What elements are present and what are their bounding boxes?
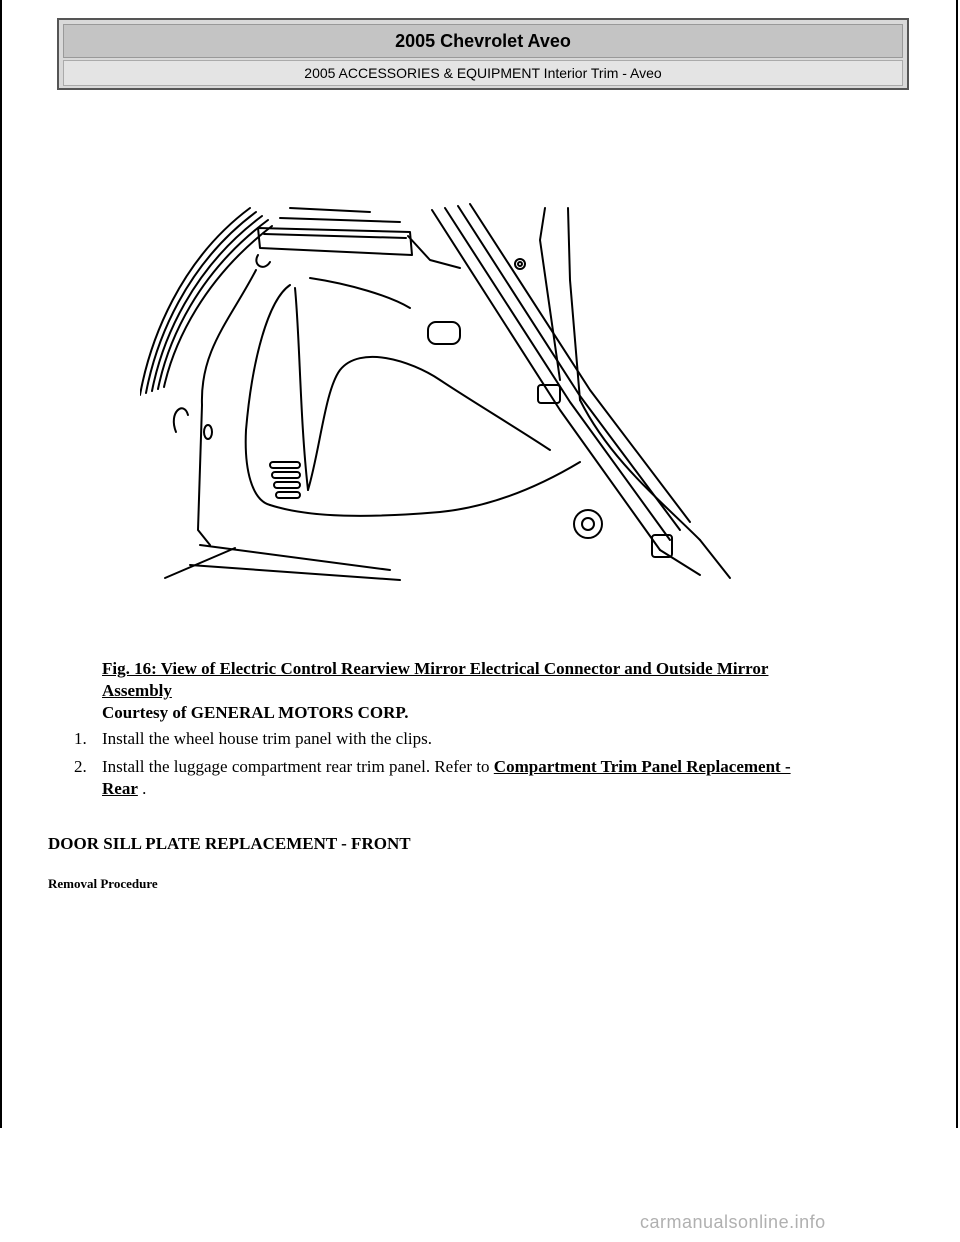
header-title: 2005 Chevrolet Aveo — [63, 24, 903, 58]
list-item — [74, 756, 894, 800]
step-number: 1. — [74, 729, 87, 748]
figure-caption — [102, 658, 862, 724]
figure-caption-title-line2[interactable]: Assembly — [102, 681, 172, 700]
step-number: 2. — [74, 757, 87, 776]
wheel-house-trim-drawing — [140, 200, 740, 585]
figure-credit: Courtesy of GENERAL MOTORS CORP. — [102, 703, 409, 722]
document-header — [57, 18, 909, 90]
figure-illustration — [140, 200, 740, 585]
section-heading: DOOR SILL PLATE REPLACEMENT - FRONT — [48, 834, 411, 853]
compartment-trim-panel-link-continued[interactable]: Rear — [102, 779, 138, 798]
step-text-tail: . — [137, 779, 147, 798]
sub-heading: Removal Procedure — [48, 876, 158, 891]
list-item — [74, 728, 894, 750]
step-text-container — [102, 756, 791, 800]
compartment-trim-panel-link[interactable]: Compartment Trim Panel Replacement - — [493, 757, 791, 776]
install-steps-list — [74, 728, 894, 806]
header-subtitle: 2005 ACCESSORIES & EQUIPMENT Interior Trim - Aveo — [63, 60, 903, 86]
figure-caption-title-line1[interactable]: Fig. 16: View of Electric Control Rearview Mirror Electrical Connector and Outside Mirror — [102, 659, 769, 678]
step-text: Install the wheel house trim panel with the clips. — [102, 729, 433, 748]
step-text: Install the luggage compartment rear trim panel. Refer to — [102, 757, 494, 776]
watermark: carmanualsonline.info — [640, 1212, 826, 1232]
